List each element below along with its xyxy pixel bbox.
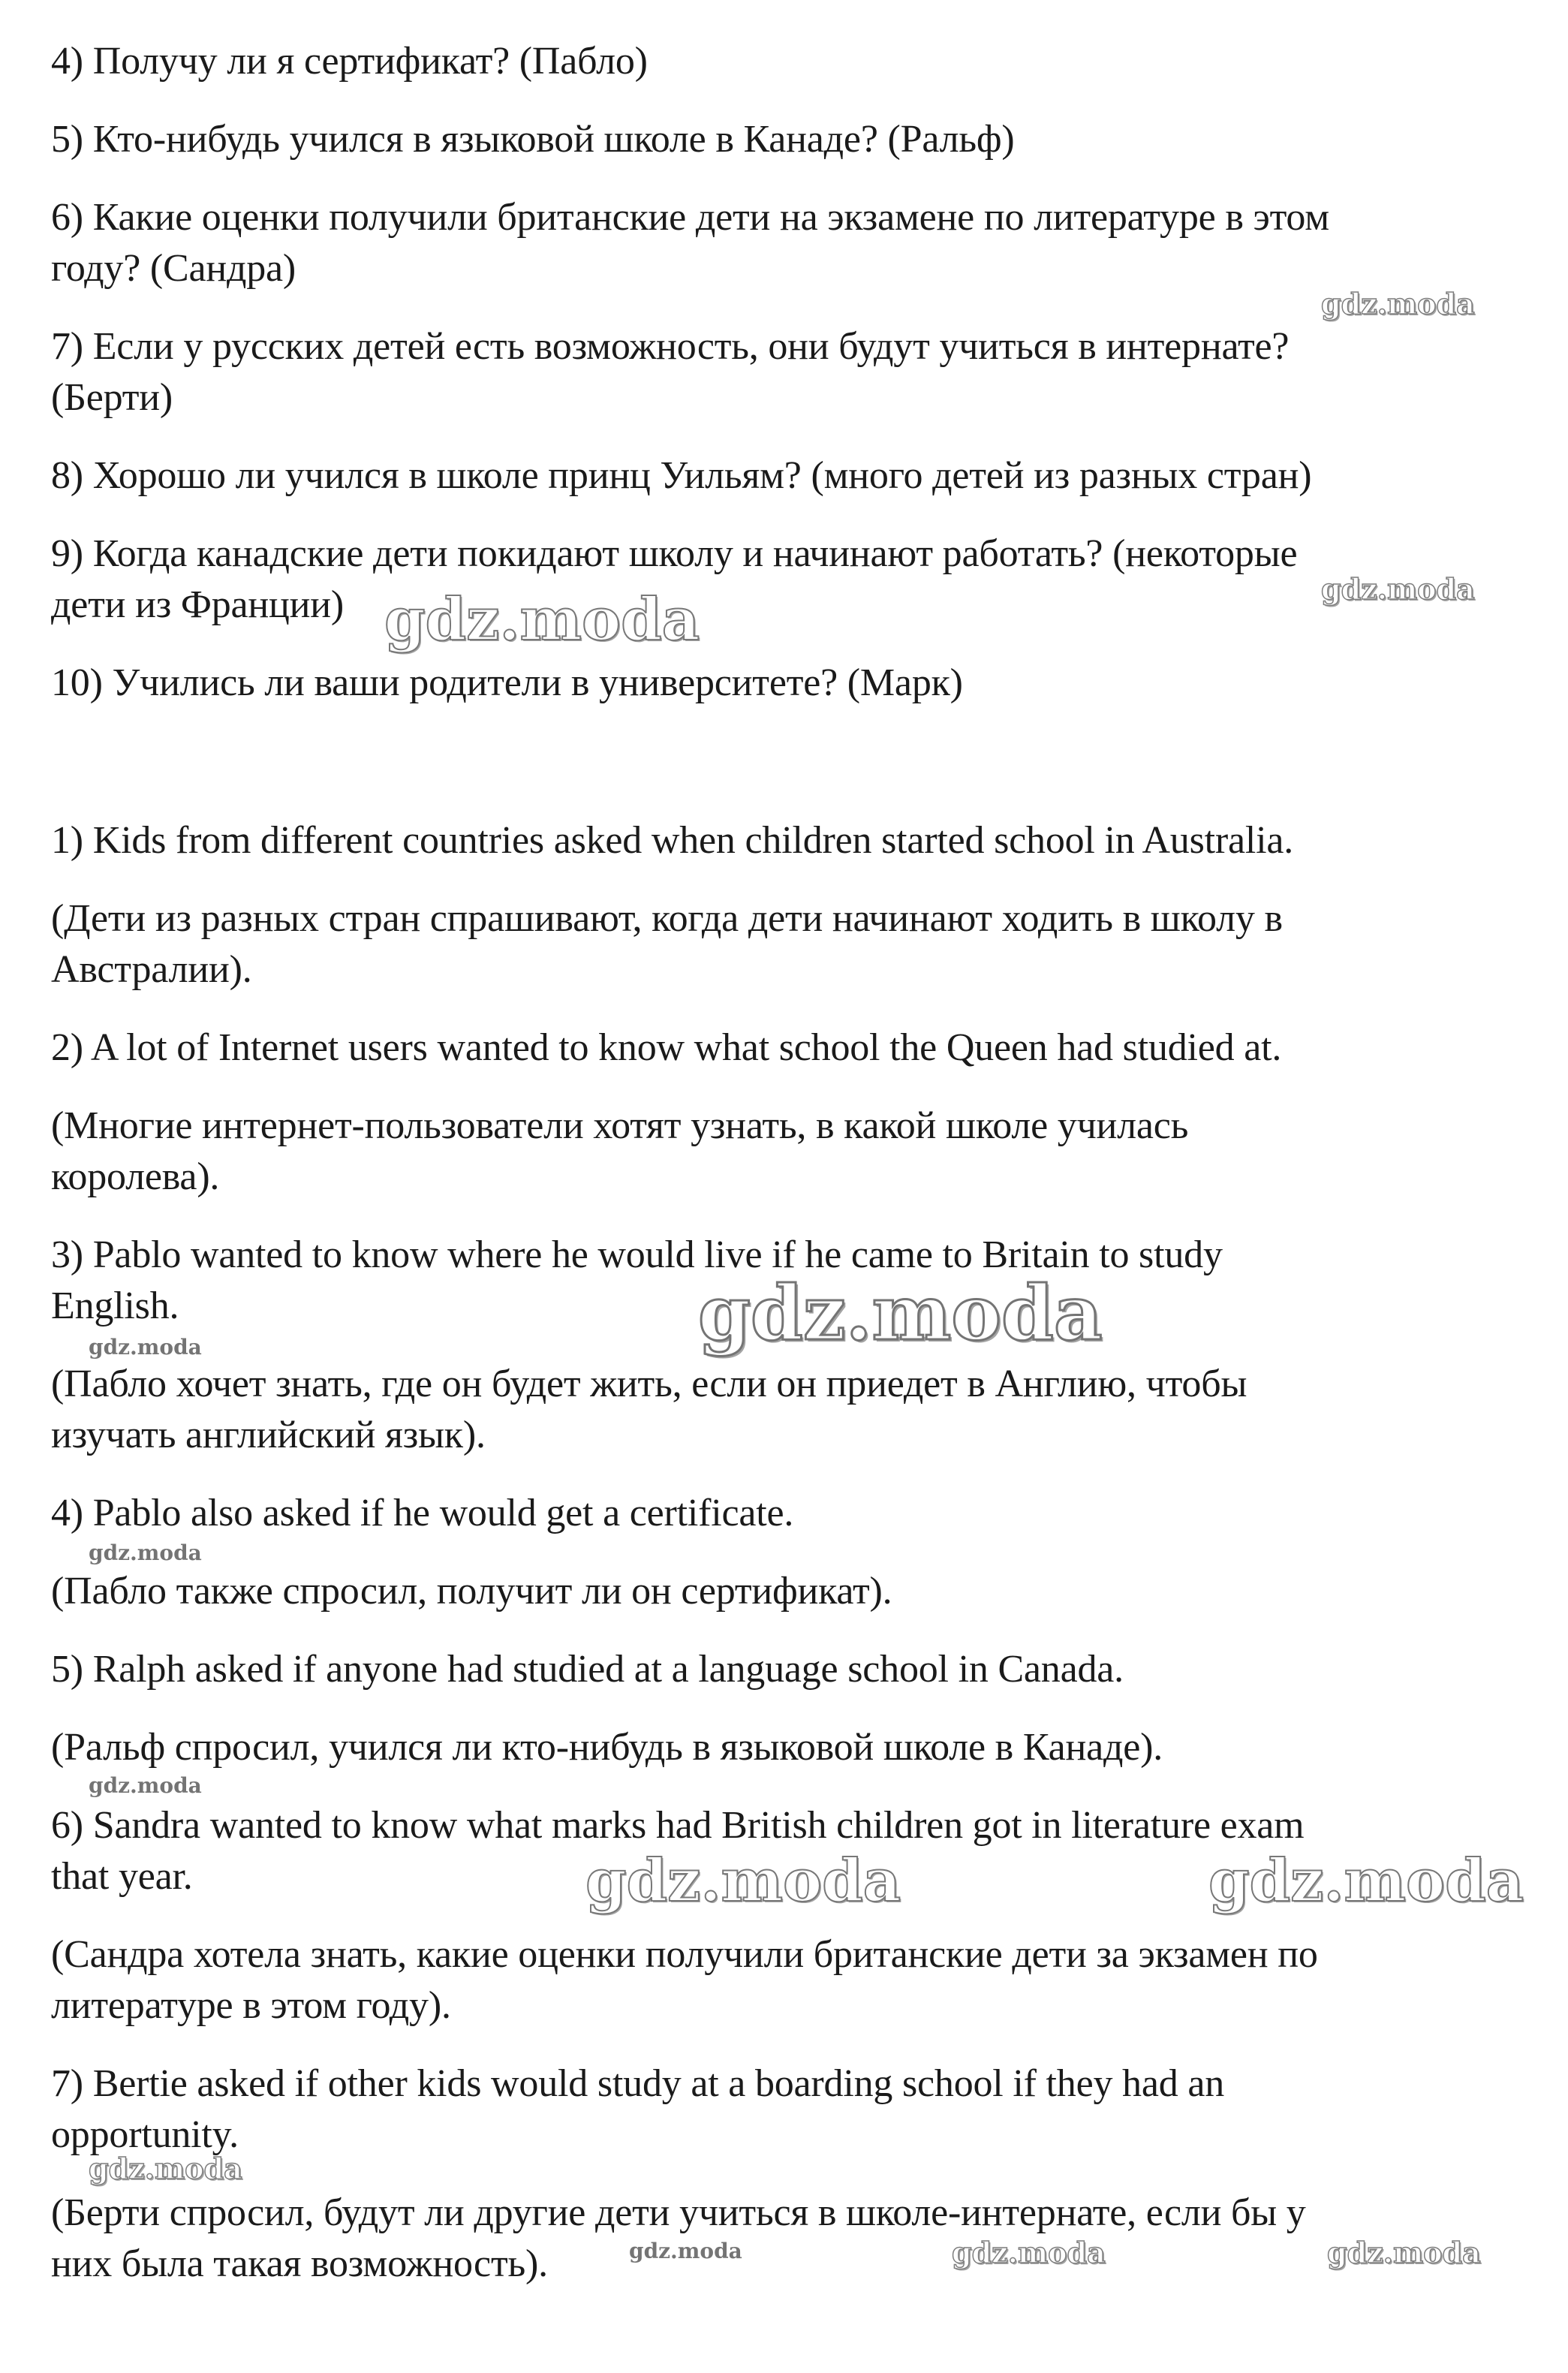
answer-line: opportunity.: [51, 2113, 239, 2156]
answer-line: (Сандра хотела знать, какие оценки получили британские дети за экзамен по: [51, 1933, 1318, 1976]
answer-line: (Многие интернет-пользователи хотят узнать, в какой школе училась: [51, 1104, 1189, 1147]
watermark: gdz.moda: [698, 1269, 1103, 1357]
question-line: году? (Сандра): [51, 247, 296, 290]
question-line: дети из Франции): [51, 583, 345, 626]
answer-line: королева).: [51, 1155, 220, 1198]
question-line: 9) Когда канадские дети покидают школу и начинают работать? (некоторые: [51, 532, 1298, 575]
watermark: gdz.moda: [1208, 1847, 1524, 1915]
answer-line: 5) Ralph asked if anyone had studied at a language school in Canada.: [51, 1648, 1124, 1691]
answer-line: 7) Bertie asked if other kids would study at a boarding school if they had an: [51, 2062, 1225, 2105]
watermark: gdz.moda: [89, 1540, 202, 1565]
watermark: gdz.moda: [89, 2152, 242, 2185]
watermark: gdz.moda: [629, 2239, 742, 2263]
answer-line: (Дети из разных стран спрашивают, когда дети начинают ходить в школу в: [51, 897, 1283, 940]
answer-line: 6) Sandra wanted to know what marks had British children got in literature exam: [51, 1804, 1305, 1847]
watermark: gdz.moda: [1327, 2236, 1481, 2269]
answer-line: (Пабло также спросил, получит ли он сертификат).: [51, 1570, 892, 1613]
answer-line: Австралии).: [51, 948, 252, 991]
answer-line: English.: [51, 1284, 179, 1327]
question-line: 5) Кто-нибудь учился в языковой школе в Канаде? (Ральф): [51, 118, 1015, 161]
watermark: gdz.moda: [89, 1335, 202, 1360]
answer-line: (Ральф спросил, учился ли кто-нибудь в языковой школе в Канаде).: [51, 1726, 1163, 1769]
question-line: 8) Хорошо ли учился в школе принц Уильям? (много детей из разных стран): [51, 454, 1312, 497]
watermark: gdz.moda: [585, 1847, 901, 1915]
answer-line: литературе в этом году).: [51, 1984, 451, 2027]
watermark: gdz.moda: [1321, 287, 1475, 321]
answer-line: них была такая возможность).: [51, 2242, 548, 2285]
answer-line: 1) Kids from different countries asked when children started school in Australia.: [51, 819, 1294, 862]
answer-line: 2) A lot of Internet users wanted to know what school the Queen had studied at.: [51, 1026, 1282, 1069]
answer-line: 4) Pablo also asked if he would get a certificate.: [51, 1492, 794, 1534]
watermark: gdz.moda: [384, 586, 700, 654]
answer-line: 3) Pablo wanted to know where he would live if he came to Britain to study: [51, 1233, 1223, 1276]
question-line: 6) Какие оценки получили британские дети на экзамене по литературе в этом: [51, 196, 1329, 239]
question-line: 7) Если у русских детей есть возможность, они будут учиться в интернате?: [51, 325, 1290, 368]
question-line: 4) Получу ли я сертификат? (Пабло): [51, 40, 648, 83]
watermark: gdz.moda: [1321, 572, 1475, 606]
watermark: gdz.moda: [89, 1773, 202, 1798]
question-line: (Берти): [51, 376, 173, 419]
answer-line: that year.: [51, 1855, 193, 1898]
answer-line: изучать английский язык).: [51, 1414, 486, 1456]
watermark: gdz.moda: [952, 2236, 1106, 2269]
answer-line: (Берти спросил, будут ли другие дети учиться в школе-интернате, если бы у: [51, 2191, 1306, 2234]
question-line: 10) Учились ли ваши родители в университете? (Марк): [51, 661, 963, 704]
answer-line: (Пабло хочет знать, где он будет жить, если он приедет в Англию, чтобы: [51, 1363, 1247, 1405]
